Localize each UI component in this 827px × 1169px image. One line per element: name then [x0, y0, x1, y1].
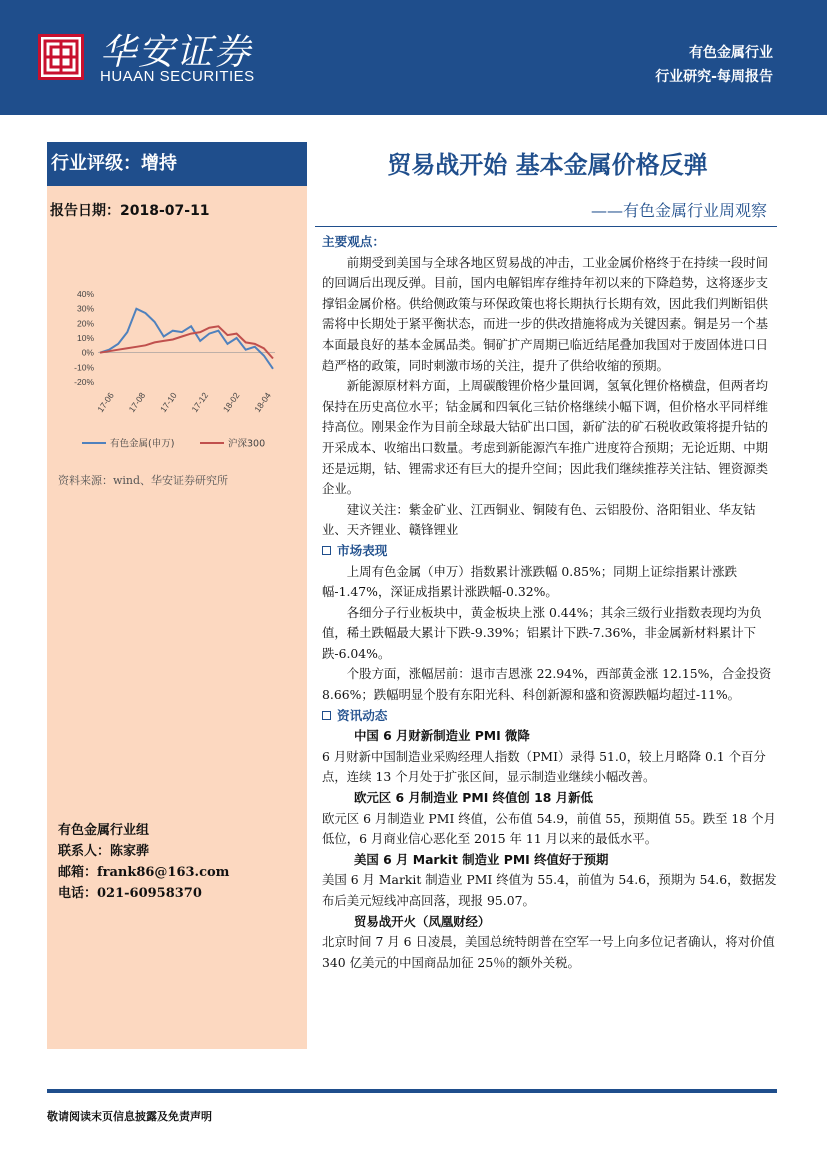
legend-label: 有色金属(申万): [110, 438, 175, 450]
x-tick-label: 17-12: [189, 390, 211, 415]
logo-english: HUAAN SECURITIES: [100, 68, 255, 85]
square-bullet-icon: [322, 711, 331, 720]
contact-phone: 电话：021-60958370: [58, 886, 202, 901]
x-tick-label: 18-04: [252, 390, 273, 415]
contact-block: [58, 820, 229, 904]
y-tick-label: 30%: [76, 303, 94, 314]
paragraph: 建议关注：紫金矿业、江西铜业、铜陵有色、云铝股份、洛阳钼业、华友钴业、天齐锂业、赣锋锂业: [322, 501, 756, 538]
contact-person: 联系人：陈家骅: [58, 844, 150, 859]
y-tick-label: 0%: [81, 347, 94, 358]
news-title: 中国 6 月财新制造业 PMI 微降: [354, 728, 530, 744]
market-heading: [322, 541, 777, 562]
industry-label: 有色金属行业: [689, 45, 773, 61]
square-bullet-icon: [322, 546, 331, 555]
sidebar-panel: [47, 142, 307, 1049]
y-tick-label: 20%: [76, 318, 94, 329]
y-tick-label: 40%: [76, 289, 94, 299]
market-heading-label: 市场表现: [337, 542, 388, 558]
x-tick-label: 17-08: [126, 390, 148, 415]
news-title: 欧元区 6 月制造业 PMI 终值创 18 月新低: [354, 790, 593, 806]
series-line: [100, 326, 273, 358]
news-title: 贸易战开火（凤凰财经）: [354, 913, 491, 929]
logo-chinese: 华安证券: [100, 32, 253, 73]
series-line: [100, 309, 273, 369]
footer-divider: [47, 1089, 777, 1093]
paragraph: 个股方面，涨幅居前：退市吉恩涨 22.94%，西部黄金涨 12.15%，合金投资 8.66%；跌幅明显个股有东阳光科、科创新源和盛和资源跌幅均超过-11%。: [322, 666, 772, 703]
report-subtitle: ——有色金属行业周观察: [590, 201, 767, 220]
report-type-label: 行业研究-每周报告: [655, 69, 773, 85]
x-tick-label: 18-02: [220, 390, 242, 415]
contact-email[interactable]: 邮箱：frank86@163.com: [58, 865, 230, 880]
paragraph: 上周有色金属（申万）指数累计涨跌幅 0.85%；同期上证综指累计涨跌幅-1.47%，深证成指累计涨跌幅-0.32%。: [322, 563, 738, 600]
performance-chart: [60, 280, 290, 460]
news-heading-label: 资讯动态: [337, 707, 388, 723]
news-text: 美国 6 月 Markit 制造业 PMI 终值为 55.4，前值为 54.6，预期为 54.6，数据发布后美元短线冲高回落，现报 95.07。: [322, 872, 777, 908]
y-tick-label: -10%: [74, 362, 94, 373]
y-tick-label: -20%: [74, 377, 94, 387]
report-body: [322, 232, 777, 973]
industry-rating: 行业评级：增持: [47, 142, 307, 186]
x-tick-label: 17-10: [158, 390, 179, 415]
news-text: 北京时间 7 月 6 日凌晨，美国总统特朗普在空军一号上向多位记者确认，将对价值 340 亿美元的中国商品加征 25％的额外关税。: [322, 934, 775, 970]
report-date: 报告日期：2018-07-11: [50, 203, 210, 219]
chart-source: 资料来源：wind、华安证券研究所: [58, 474, 229, 487]
paragraph: 前期受到美国与全球各地区贸易战的冲击，工业金属价格终于在持续一段时间的回调后出现反弹。目前，国内电解铝库存维持年初以来的下降趋势，这将逐步支撑铝金属价格。供给侧政策与环保政策也将长期执行长期有效，因此我们判断铝供需将中长期处于紧平衡状态，而进一步的供改措施将成为关键因素。铜是另一个基本面最良好的基本金属品类。铜矿扩产周期已临近结尾叠加我国对于废固体进口日趋严格的政策，同时刺激市场的关注，提升了供给收缩的预期。: [322, 254, 769, 373]
contact-group: 有色金属行业组: [58, 823, 150, 838]
paragraph: 各细分子行业板块中，黄金板块上涨 0.44%；其余三级行业指数表现均为负值，稀土跌幅最大累计下跌-9.39%；铝累计下跌-7.36%，非金属新材料累计下跌-6.04%。: [322, 604, 762, 661]
x-tick-label: 17-06: [95, 390, 116, 415]
footer-disclaimer: 敬请阅读末页信息披露及免责声明: [47, 1110, 212, 1123]
news-heading: [322, 706, 777, 727]
page-header: [0, 0, 827, 115]
title-divider: [315, 226, 777, 227]
report-title: 贸易战开始 基本金属价格反弹: [387, 151, 708, 179]
news-text: 6 月财新中国制造业采购经理人指数（PMI）录得 51.0，较上月略降 0.1 个百分点，连续 13 个月处于扩张区间，显示制造业继续小幅改善。: [322, 748, 766, 785]
news-text: 欧元区 6 月制造业 PMI 终值，公布值 54.9，前值 55，预期值 55。跌至 18 个月低位，6 月商业信心恶化至 2015 年 11 月以来的最低水平。: [322, 810, 776, 847]
news-title: 美国 6 月 Markit 制造业 PMI 终值好于预期: [354, 851, 609, 867]
legend-label: 沪深300: [228, 438, 266, 450]
key-points-heading: 主要观点：: [322, 234, 385, 249]
y-tick-label: 10%: [76, 333, 94, 343]
huaan-logo-icon: [38, 34, 84, 80]
paragraph: 新能源原材料方面，上周碳酸锂价格少量回调，氢氧化锂价格横盘，但两者均保持在历史高位水平；钴金属和四氧化三钴价格继续小幅下调，但价格水平同样维持高位。刚果金作为目前全球最大钴矿出口国，新矿法的矿石税收政策将提升钴的开采成本、收缩出口数量。考虑到新能源汽车推广进度符合预期；无论近期、中期还是远期，钴、锂需求还有巨大的提升空间；因此我们继续推荐关注钴、锂资源类企业。: [322, 378, 769, 497]
